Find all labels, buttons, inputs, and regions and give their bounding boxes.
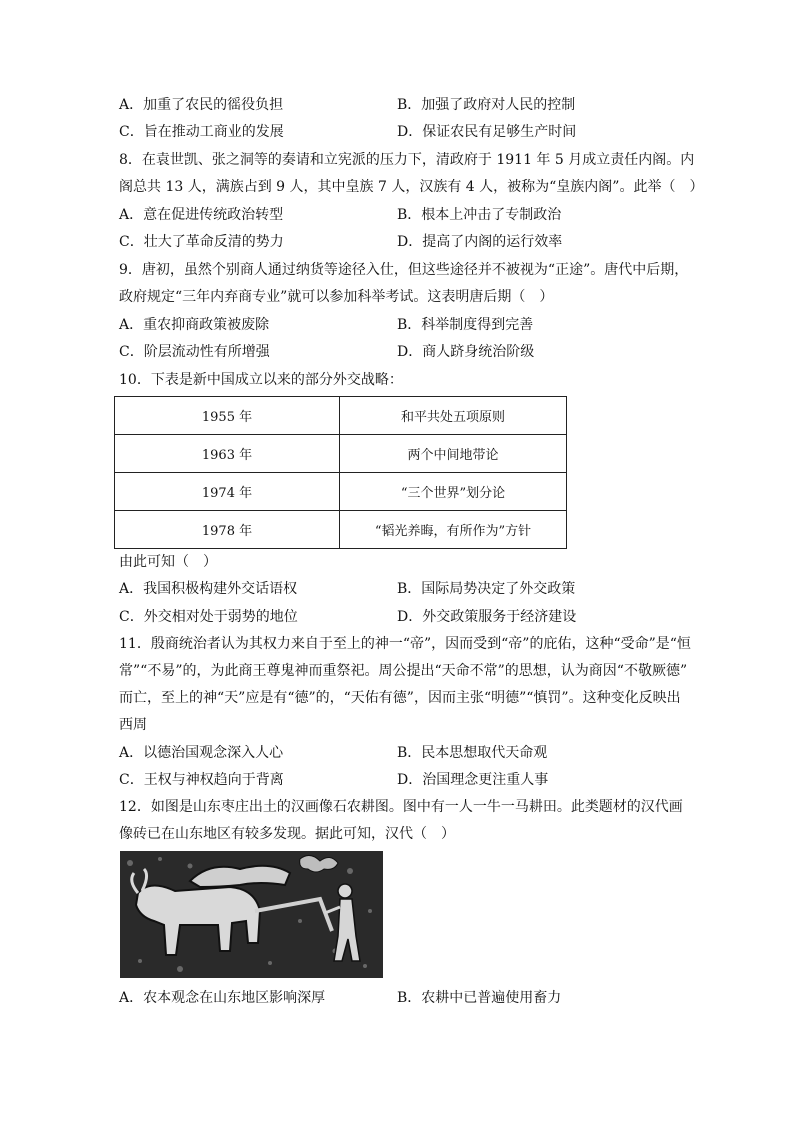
table-row: [115, 473, 567, 511]
q10-intro: 10．下表是新中国成立以来的部分外交战略：: [119, 372, 403, 388]
q12-option-a: A．农本观念在山东地区影响深厚: [119, 990, 326, 1006]
table-cell-strategy: “韬光养晦，有所作为”方针: [340, 511, 567, 549]
q8-stem-line-1: 8．在袁世凯、张之洞等的奏请和立宪派的压力下，清政府于 1911 年 5 月成立责任内阁。内: [119, 152, 695, 168]
q10-option-a: A．我国积极构建外交话语权: [119, 581, 298, 597]
q9-stem-line-2: 政府规定“三年内弃商专业”就可以参加科举考试。这表明唐后期（ ）: [119, 289, 554, 305]
q7-option-d: D．保证农民有足够生产时间: [397, 124, 577, 140]
q7-option-b: B．加强了政府对人民的控制: [397, 97, 576, 113]
q9-option-c: C．阶层流动性有所增强: [119, 344, 270, 360]
table-cell-year: 1963 年: [115, 435, 340, 473]
q9-option-a: A．重农抑商政策被废除: [119, 317, 270, 333]
table-cell-year: 1974 年: [115, 473, 340, 511]
q9-stem-line-1: 9．唐初，虽然个别商人通过纳货等途径入仕，但这些途径并不被视为“正途”。唐代中后期，: [119, 262, 689, 278]
q11-stem-line-1: 11．殷商统治者认为其权力来自于至上的神一“帝”，因而受到“帝”的庇佑，这种“受命”是“恒: [119, 636, 691, 652]
q11-option-b: B．民本思想取代天命观: [397, 745, 548, 761]
han-stone-relief-image: [120, 851, 383, 978]
q8-stem-line-2: 阁总共 13 人，满族占到 9 人，其中皇族 7 人，汉族有 4 人，被称为“皇族内阁”。此举（ ）: [119, 179, 704, 195]
diplomacy-table: [114, 396, 567, 549]
q9-option-d: D．商人跻身统治阶级: [397, 344, 535, 360]
q11-option-a: A．以德治国观念深入人心: [119, 745, 284, 761]
q12-stem-line-2: 像砖已在山东地区有较多发现。据此可知，汉代（ ）: [119, 826, 455, 842]
table-cell-strategy: 两个中间地带论: [340, 435, 567, 473]
table-cell-strategy: “三个世界”划分论: [340, 473, 567, 511]
q8-option-a: A．意在促进传统政治转型: [119, 207, 284, 223]
table-row: [115, 511, 567, 549]
table-cell-strategy: 和平共处五项原则: [340, 397, 567, 435]
q10-option-c: C．外交相对处于弱势的地位: [119, 609, 298, 625]
table-row: [115, 435, 567, 473]
q8-option-b: B．根本上冲击了专制政治: [397, 207, 562, 223]
table-row: [115, 397, 567, 435]
q7-option-a: A．加重了农民的徭役负担: [119, 97, 284, 113]
table-cell-year: 1955 年: [115, 397, 340, 435]
q8-option-c: C．壮大了革命反清的势力: [119, 234, 284, 250]
q10-option-d: D．外交政策服务于经济建设: [397, 609, 577, 625]
ox-plough-rubbing-illustration: [120, 851, 383, 978]
q9-option-b: B．科举制度得到完善: [397, 317, 534, 333]
q7-option-c: C．旨在推动工商业的发展: [119, 124, 284, 140]
q12-option-b: B．农耕中已普遍使用畜力: [397, 990, 562, 1006]
q8-option-d: D．提高了内阁的运行效率: [397, 234, 563, 250]
q10-stem: 由此可知（ ）: [119, 554, 217, 570]
q11-option-c: C．王权与神权趋向于背离: [119, 772, 284, 788]
table-cell-year: 1978 年: [115, 511, 340, 549]
q10-option-b: B．国际局势决定了外交政策: [397, 581, 576, 597]
q11-stem-line-2: 常”“不易”的，为此商王尊鬼神而重祭祀。周公提出“天命不常”的思想，认为商因“不敬厥德”: [119, 663, 688, 679]
q12-stem-line-1: 12．如图是山东枣庄出土的汉画像石农耕图。图中有一人一牛一马耕田。此类题材的汉代画: [119, 799, 683, 815]
q11-stem-line-4: 西周: [119, 717, 147, 733]
q11-option-d: D．治国理念更注重人事: [397, 772, 549, 788]
q11-stem-line-3: 而亡，至上的神“天”应是有“德”的，“天佑有德”，因而主张“明德”“慎罚”。这种变化反映出: [119, 690, 681, 706]
